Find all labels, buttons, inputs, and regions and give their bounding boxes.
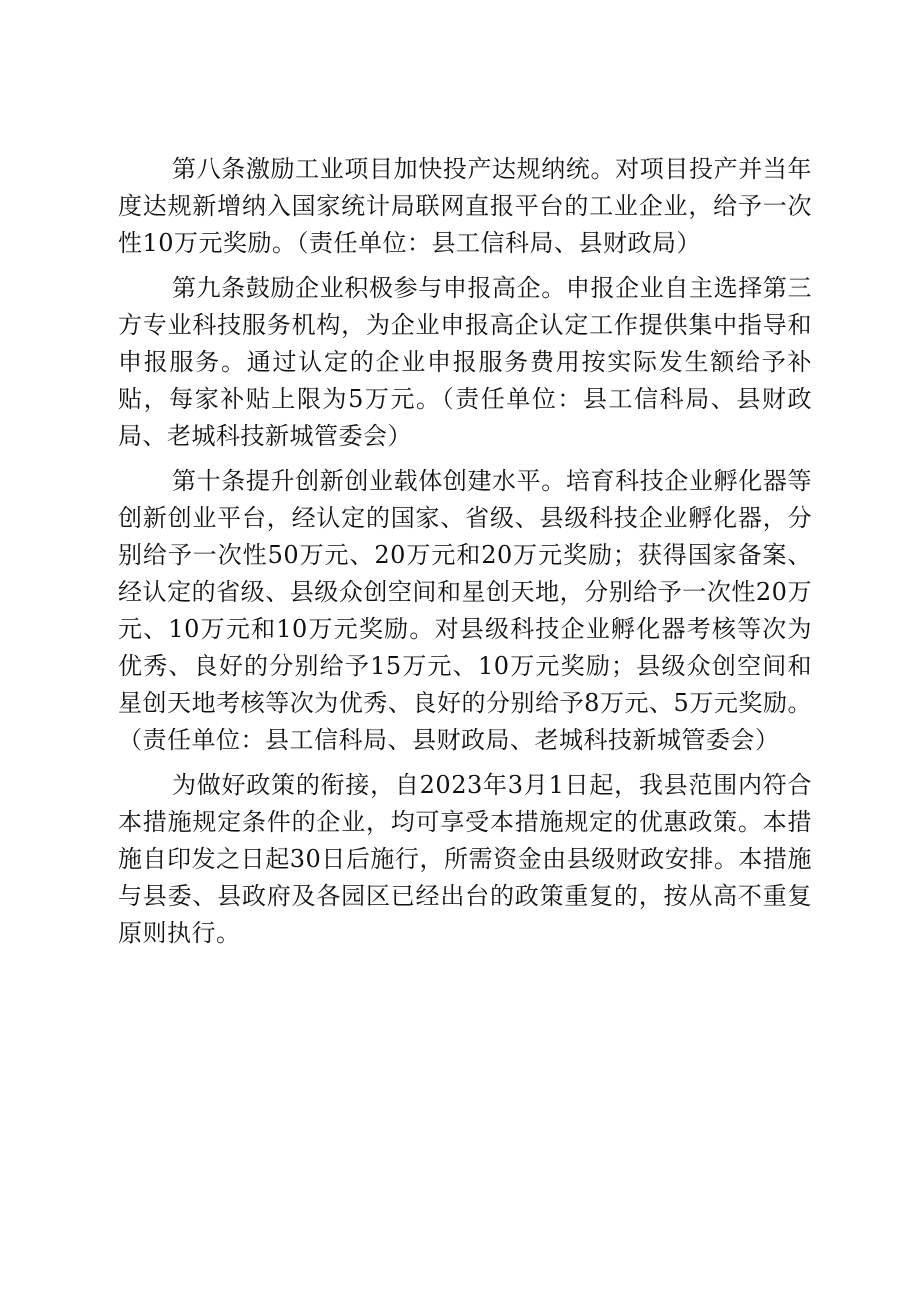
closing-paragraph: 为做好政策的衔接，自2023年3月1日起，我县范围内符合本措施规定条件的企业，均可享受本措施规定的优惠政策。本措施自印发之日起30日后施行，所需资金由县级财政安排。本措施与县委、县政府及各园区已经出台的政策重复的，按从高不重复原则执行。 [118,771,812,947]
article-8-paragraph: 第八条激励工业项目加快投产达规纳统。对项目投产并当年度达规新增纳入国家统计局联网直报平台的工业企业，给予一次性10万元奖励。（责任单位：县工信科局、县财政局） [118,155,812,257]
document-page [118,151,812,960]
article-10-paragraph: 第十条提升创新创业载体创建水平。培育科技企业孵化器等创新创业平台，经认定的国家、省级、县级科技企业孵化器，分别给予一次性50万元、20万元和20万元奖励；获得国家备案、经认定的省级、县级众创空间和星创天地，分别给予一次性20万元、10万元和10万元奖励。对县级科技企业孵化器考核等次为优秀、良好的分别给予15万元、10万元奖励；县级众创空间和星创天地考核等次为优秀、良好的分别给予8万元、5万元奖励。（责任单位：县工信科局、县财政局、老城科技新城管委会） [118,467,812,754]
article-9-paragraph: 第九条鼓励企业积极参与申报高企。申报企业自主选择第三方专业科技服务机构，为企业申报高企认定工作提供集中指导和申报服务。通过认定的企业申报服务费用按实际发生额给予补贴，每家补贴上限为5万元。（责任单位：县工信科局、县财政局、老城科技新城管委会） [118,274,812,450]
